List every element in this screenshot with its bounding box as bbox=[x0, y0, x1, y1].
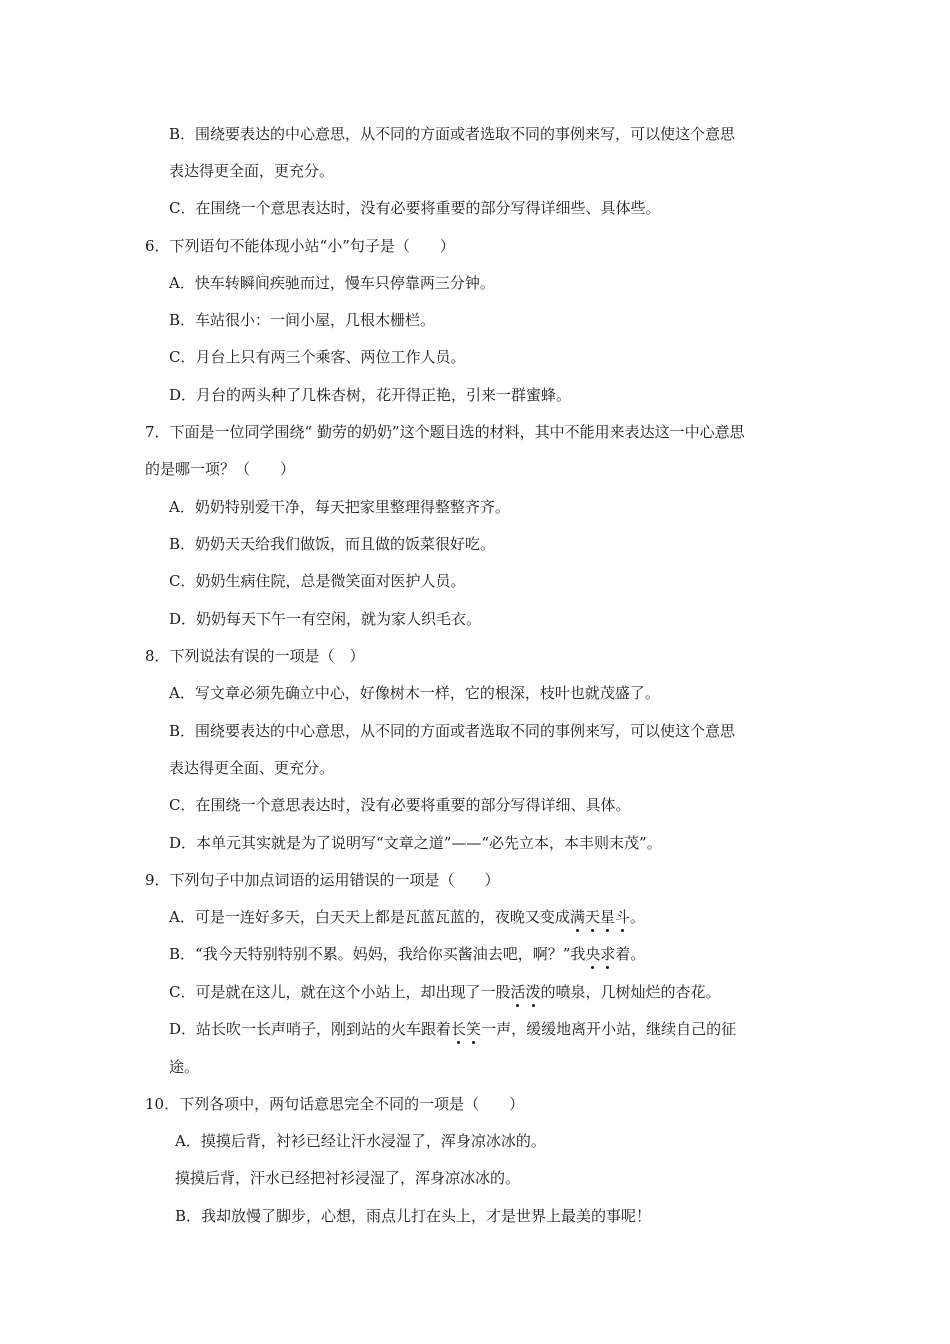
q9-b-text-end: 着。 bbox=[615, 945, 646, 963]
q7-option-c: C．奶奶生病住院，总是微笑面对医护人员。 bbox=[169, 572, 466, 590]
q7-option-a: A．奶奶特别爱干净，每天把家里整理得整整齐齐。 bbox=[169, 498, 510, 516]
emphasis-dot-char: 求 bbox=[600, 945, 616, 963]
q9-option-d-line1 bbox=[169, 1019, 736, 1039]
q8-option-d: D．本单元其实就是为了说明写“文章之道”——“必先立本，本丰则末茂”。 bbox=[169, 834, 662, 852]
emphasis-dot-char: 天 bbox=[584, 908, 600, 926]
q8-option-b-line2: 表达得更全面、更充分。 bbox=[169, 759, 335, 777]
q9-a-text: A．可是一连好多天，白天天上都是瓦蓝瓦蓝的，夜晚又变成 bbox=[169, 908, 570, 926]
q8-option-b-line1: B．围绕要表达的中心意思，从不同的方面或者选取不同的事例来写，可以使这个意思 bbox=[169, 722, 736, 740]
q8-option-a: A．写文章必须先确立中心，好像树木一样，它的根深，枝叶也就茂盛了。 bbox=[169, 684, 660, 702]
q6-option-d: D．月台的两头种了几株杏树，花开得正艳，引来一群蜜蜂。 bbox=[169, 386, 572, 404]
q9-c-text: C．可是就在这儿，就在这个小站上，却出现了一股 bbox=[169, 983, 511, 1001]
q9-option-c bbox=[169, 982, 721, 1002]
q9-c-text-end: 的喷泉，几树灿烂的杏花。 bbox=[540, 983, 721, 1001]
q9-d-text: D．站长吹一长声哨子，刚到站的火车跟着 bbox=[169, 1020, 452, 1038]
q9-option-b bbox=[169, 944, 645, 964]
q7-option-b: B．奶奶天天给我们做饭，而且做的饭菜很好吃。 bbox=[169, 535, 496, 553]
q10-option-a-line2: 摸摸后背，汗水已经把衬衫浸湿了，浑身凉冰冰的。 bbox=[175, 1169, 521, 1187]
q9-d-text-end: 一声，缓缓地离开小站，继续自己的征 bbox=[481, 1020, 737, 1038]
emphasis-dot-char: 星 bbox=[599, 908, 615, 926]
q9-option-d-line2: 途。 bbox=[169, 1058, 200, 1076]
q6-option-b: B．车站很小：一间小屋，几根木栅栏。 bbox=[169, 311, 436, 329]
q5-option-c: C．在围绕一个意思表达时，没有必要将重要的部分写得详细些、具体些。 bbox=[169, 199, 661, 217]
q9-a-text-end: 。 bbox=[629, 908, 645, 926]
q6-stem: 6．下列语句不能体现小站“小”句子是（ ） bbox=[145, 237, 455, 255]
q5-option-b-line1: B．围绕要表达的中心意思，从不同的方面或者选取不同的事例来写，可以使这个意思 bbox=[169, 125, 736, 143]
q6-option-c: C．月台上只有两三个乘客、两位工作人员。 bbox=[169, 348, 466, 366]
q7-option-d: D．奶奶每天下午一有空闲，就为家人织毛衣。 bbox=[169, 610, 482, 628]
emphasis-dot-char: 笑 bbox=[466, 1020, 482, 1038]
emphasis-dot-char: 长 bbox=[451, 1020, 467, 1038]
q6-option-a: A．快车转瞬间疾驰而过，慢车只停靠两三分钟。 bbox=[169, 274, 495, 292]
q10-option-b: B．我却放慢了脚步，心想，雨点儿打在头上，才是世界上最美的事呢！ bbox=[175, 1207, 652, 1225]
emphasis-dot-char: 满 bbox=[569, 908, 585, 926]
q8-stem: 8．下列说法有误的一项是（ ） bbox=[145, 647, 365, 665]
emphasis-dot-char: 斗 bbox=[614, 908, 630, 926]
q5-option-b-line2: 表达得更全面，更充分。 bbox=[169, 162, 335, 180]
q10-stem: 10．下列各项中，两句话意思完全不同的一项是（ ） bbox=[145, 1095, 525, 1113]
q10-option-a-line1: A．摸摸后背，衬衫已经让汗水浸湿了，浑身凉冰冰的。 bbox=[175, 1132, 546, 1150]
q9-b-text: B．“我今天特别特别不累。妈妈，我给你买酱油去吧，啊？”我 bbox=[169, 945, 586, 963]
q7-stem-line1: 7．下面是一位同学围绕“ 勤劳的奶奶”这个题目选的材料，其中不能用来表达这一中心意思 bbox=[145, 423, 745, 441]
emphasis-dot-char: 央 bbox=[585, 945, 601, 963]
q8-option-c: C．在围绕一个意思表达时，没有必要将重要的部分写得详细、具体。 bbox=[169, 796, 631, 814]
q7-stem-line2: 的是哪一项？（ ） bbox=[145, 460, 296, 478]
emphasis-dot-char: 活 bbox=[510, 983, 526, 1001]
emphasis-dot-char: 泼 bbox=[525, 983, 541, 1001]
q9-option-a bbox=[169, 907, 645, 927]
q9-stem: 9．下列句子中加点词语的运用错误的一项是（ ） bbox=[145, 871, 500, 889]
